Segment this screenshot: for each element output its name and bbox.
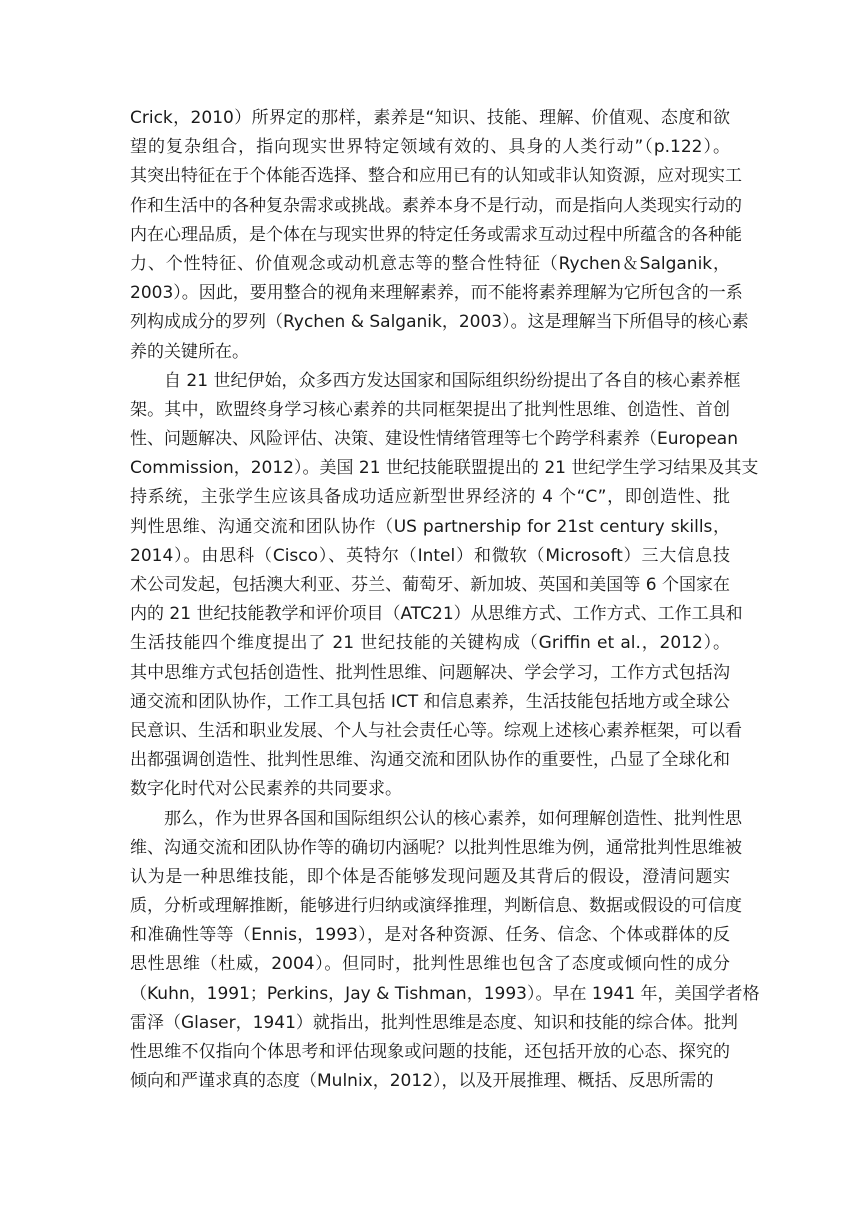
text-line: 那么，作为世界各国和国际组织公认的核心素养，如何理解创造性、批判性思 <box>164 808 742 829</box>
text-line: 通交流和团队协作，工作工具包括 ICT 和信息素养，生活技能包括地方或全球公 <box>130 691 730 712</box>
text-line: 内的 21 世纪技能教学和评价项目（ATC21）从思维方式、工作方式、工作工具和 <box>130 604 743 625</box>
text-line: 力、个性特征、价值观念或动机意志等的整合性特征（Rychen＆Salganik， <box>130 253 730 274</box>
text-line: 术公司发起，包括澳大利亚、芬兰、葡萄牙、新加坡、英国和美国等 6 个国家在 <box>130 575 730 595</box>
body-text <box>130 104 760 1096</box>
text-line: 民意识、生活和职业发展、个人与社会责任心等。综观上述核心素养框架，可以看 <box>130 720 742 741</box>
text-line: 2003）。因此，要用整合的视角来理解素养，而不能将素养理解为它所包含的一系 <box>130 283 743 304</box>
text-line: 作和生活中的各种复杂需求或挑战。素养本身不是行动，而是指向人类现实行动的 <box>130 195 742 216</box>
text-line: 性、问题解决、风险评估、决策、建设性情绪管理等七个跨学科素养（European <box>130 429 738 450</box>
paragraph <box>130 104 749 367</box>
text-line: 养的关键所在。 <box>130 341 249 362</box>
text-line: 思性思维（杜威，2004）。但同时，批判性思维也包含了态度或倾向性的成分 <box>130 954 730 975</box>
text-line: 内在心理品质，是个体在与现实世界的特定任务或需求互动过程中所蕴含的各种能 <box>130 224 742 245</box>
text-line: Crick，2010）所界定的那样，素养是“知识、技能、理解、价值观、态度和欲 <box>130 108 730 128</box>
text-line: 雷泽（Glaser，1941）就指出，批判性思维是态度、知识和技能的综合体。批判 <box>130 1012 738 1033</box>
paragraph <box>130 367 759 805</box>
text-line: 判性思维、沟通交流和团队协作（US partnership for 21st century skills， <box>130 516 730 537</box>
text-line: 自 21 世纪伊始，众多西方发达国家和国际组织纷纷提出了各自的核心素养框 <box>164 370 741 391</box>
text-line: （Kuhn，1991；Perkins，Jay & Tishman，1993）。早在 1941 年，美国学者格 <box>130 983 760 1004</box>
text-line: 维、沟通交流和团队协作等的确切内涵呢？以批判性思维为例，通常批判性思维被 <box>130 837 742 858</box>
text-line: 和准确性等等（Ennis，1993），是对各种资源、任务、信念、个体或群体的反 <box>130 925 730 946</box>
text-line: 望的复杂组合，指向现实世界特定领域有效的、具身的人类行动”（p.122）。 <box>130 137 730 158</box>
text-line: 数字化时代对公民素养的共同要求。 <box>130 779 402 800</box>
text-line: 列构成成分的罗列（Rychen & Salganik，2003）。这是理解当下所倡导的核心素 <box>130 312 749 333</box>
paragraph <box>130 805 760 1097</box>
text-line: 出都强调创造性、批判性思维、沟通交流和团队协作的重要性，凸显了全球化和 <box>130 750 730 771</box>
text-line: 认为是一种思维技能，即个体是否能够发现问题及其背后的假设，澄清问题实 <box>130 866 730 887</box>
text-line: 2014）。由思科（Cisco）、英特尔（Intel）和微软（Microsoft）三大信息技 <box>130 545 730 566</box>
text-line: 架。其中，欧盟终身学习核心素养的共同框架提出了批判性思维、创造性、首创 <box>130 399 730 420</box>
text-line: 其中思维方式包括创造性、批判性思维、问题解决、学会学习，工作方式包括沟 <box>130 662 730 683</box>
text-line: 持系统，主张学生应该具备成功适应新型世界经济的 4 个“C”，即创造性、批 <box>130 487 730 508</box>
text-line: 性思维不仅指向个体思考和评估现象或问题的技能，还包括开放的心态、探究的 <box>130 1042 730 1062</box>
text-line: 质，分析或理解推断，能够进行归纳或演绎推理，判断信息、数据或假设的可信度 <box>130 896 742 917</box>
text-line: 倾向和严谨求真的态度（Mulnix，2012），以及开展推理、概括、反思所需的 <box>130 1071 714 1092</box>
text-line: 生活技能四个维度提出了 21 世纪技能的关键构成（Griffin et al.，2012）。 <box>130 633 730 654</box>
text-line: Commission，2012）。美国 21 世纪技能联盟提出的 21 世纪学生学习结果及其支 <box>130 458 759 479</box>
text-line: 其突出特征在于个体能否选择、整合和应用已有的认知或非认知资源，应对现实工 <box>130 166 742 187</box>
